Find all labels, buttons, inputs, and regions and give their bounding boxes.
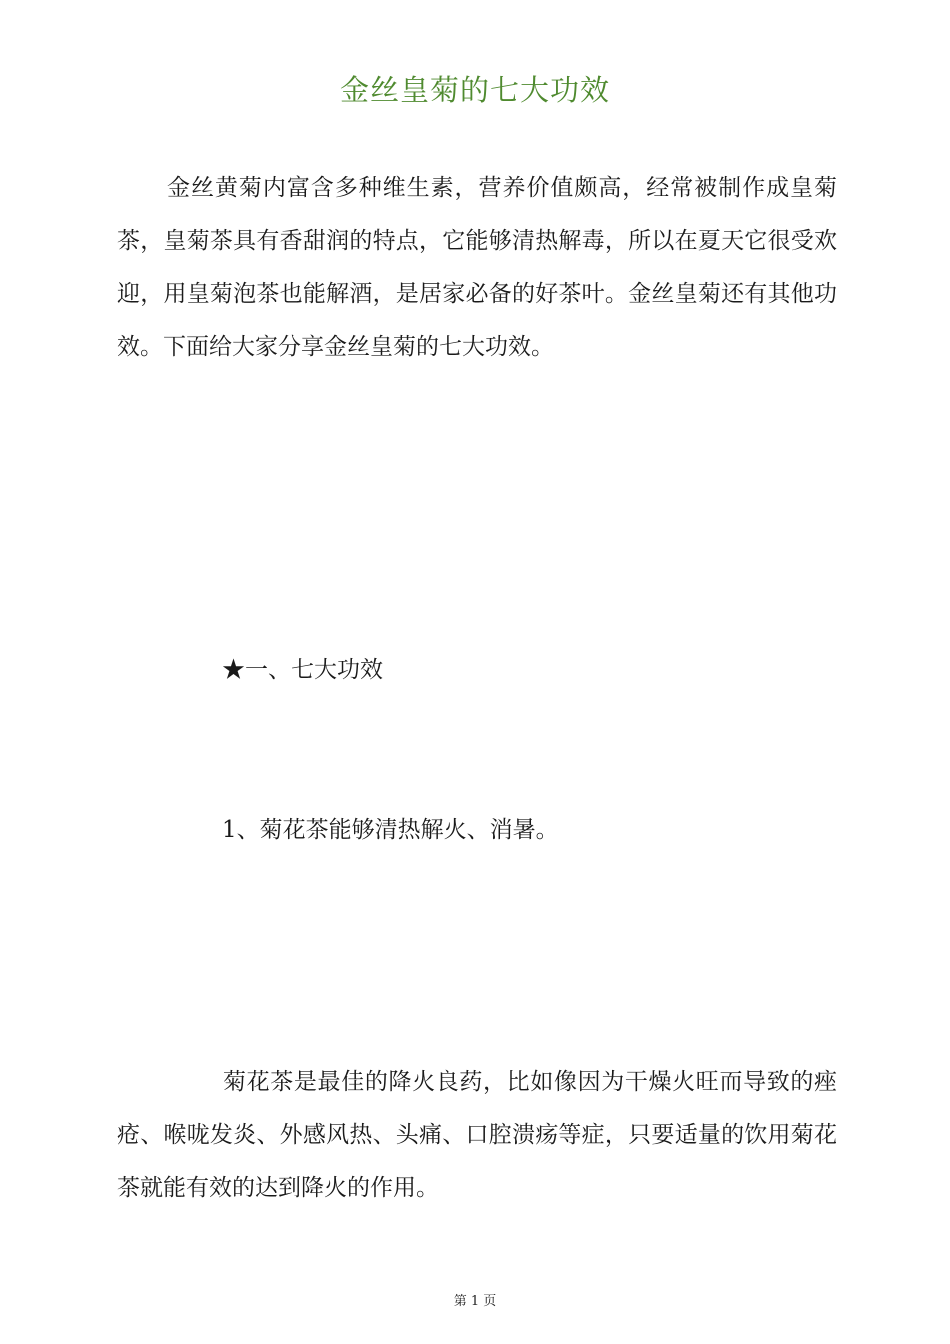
list-item-heading: 1、菊花茶能够清热解火、消暑。: [222, 817, 559, 843]
item-body-paragraph: 菊花茶是最佳的降火良药，比如像因为干燥火旺而导致的痤疮、喉咙发炎、外感风热、头痛、口腔溃疡等症，只要适量的饮用菊花茶就能有效的达到降火的作用。: [117, 1069, 837, 1201]
document-title: 金丝皇菊的七大功效: [339, 73, 610, 107]
page-number: 第 1 页: [453, 1294, 497, 1309]
intro-paragraph: 金丝黄菊内富含多种维生素，营养价值颇高，经常被制作成皇菊茶，皇菊茶具有香甜润的特点，它能够清热解毒，所以在夏天它很受欢迎，用皇菊泡茶也能解酒，是居家必备的好茶叶。金丝皇菊还有其他功效。下面给大家分享金丝皇菊的七大功效。: [117, 175, 837, 360]
section-heading: ★一、七大功效: [222, 657, 383, 683]
